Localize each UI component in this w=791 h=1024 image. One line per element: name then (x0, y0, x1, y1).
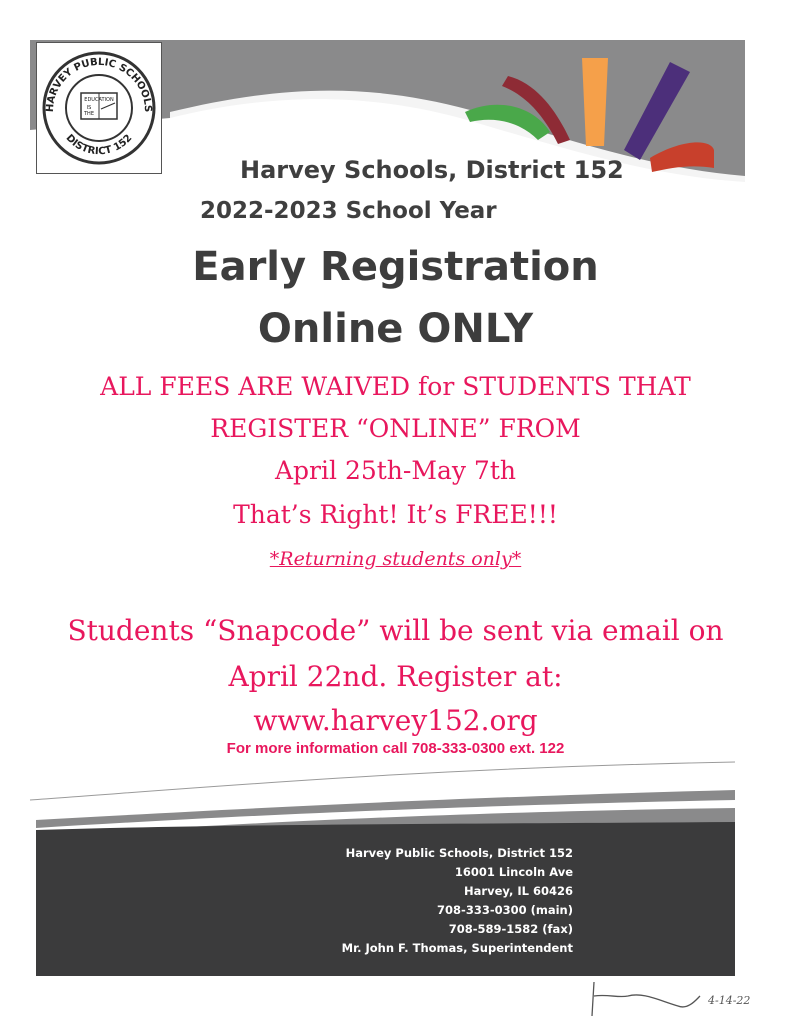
footer-line-fax: 708-589-1582 (fax) (448, 922, 573, 936)
website-link[interactable]: www.harvey152.org (253, 704, 538, 737)
title-online-only: Online ONLY (257, 306, 534, 352)
footer-line-address: 16001 Lincoln Ave (454, 865, 573, 879)
svg-text:EDUCATION: EDUCATION (84, 97, 114, 103)
snapcode-line2: April 22nd. Register at: (228, 660, 563, 693)
district-heading: Harvey Schools, District 152 (240, 156, 624, 184)
svg-text:IS: IS (86, 105, 92, 111)
district-logo (36, 42, 162, 174)
handwritten-signature (588, 976, 768, 1020)
snapcode-line1: Students “Snapcode” will be sent via email on (67, 614, 724, 647)
ray-orange (582, 58, 608, 146)
svg-text:HARVEY PUBLIC SCHOOLS: HARVEY PUBLIC SCHOOLS (44, 56, 154, 113)
svg-text:DISTRICT 152: DISTRICT 152 (63, 132, 135, 158)
free-notice: That’s Right! It’s FREE!!! (233, 500, 558, 529)
footer-line-phone-main: 708-333-0300 (main) (437, 903, 573, 917)
footer-line-superintendent: Mr. John F. Thomas, Superintendent (341, 941, 573, 955)
footer-contact-block (342, 844, 573, 958)
registration-dates: April 25th-May 7th (275, 456, 516, 485)
returning-students-note: *Returning students only* (269, 548, 522, 570)
svg-text:THE: THE (84, 111, 94, 117)
fees-waived-line1: ALL FEES ARE WAIVED for STUDENTS THAT (100, 372, 691, 401)
school-year-heading: 2022-2023 School Year (200, 198, 497, 224)
footer-line-city: Harvey, IL 60426 (464, 884, 573, 898)
footer-line-district: Harvey Public Schools, District 152 (345, 846, 573, 860)
title-early-registration: Early Registration (192, 244, 599, 290)
contact-info-line: For more information call 708-333-0300 ext. 122 (226, 740, 565, 757)
fees-waived-line2: REGISTER “ONLINE” FROM (210, 414, 581, 443)
signature-date: 4-14-22 (708, 994, 751, 1007)
